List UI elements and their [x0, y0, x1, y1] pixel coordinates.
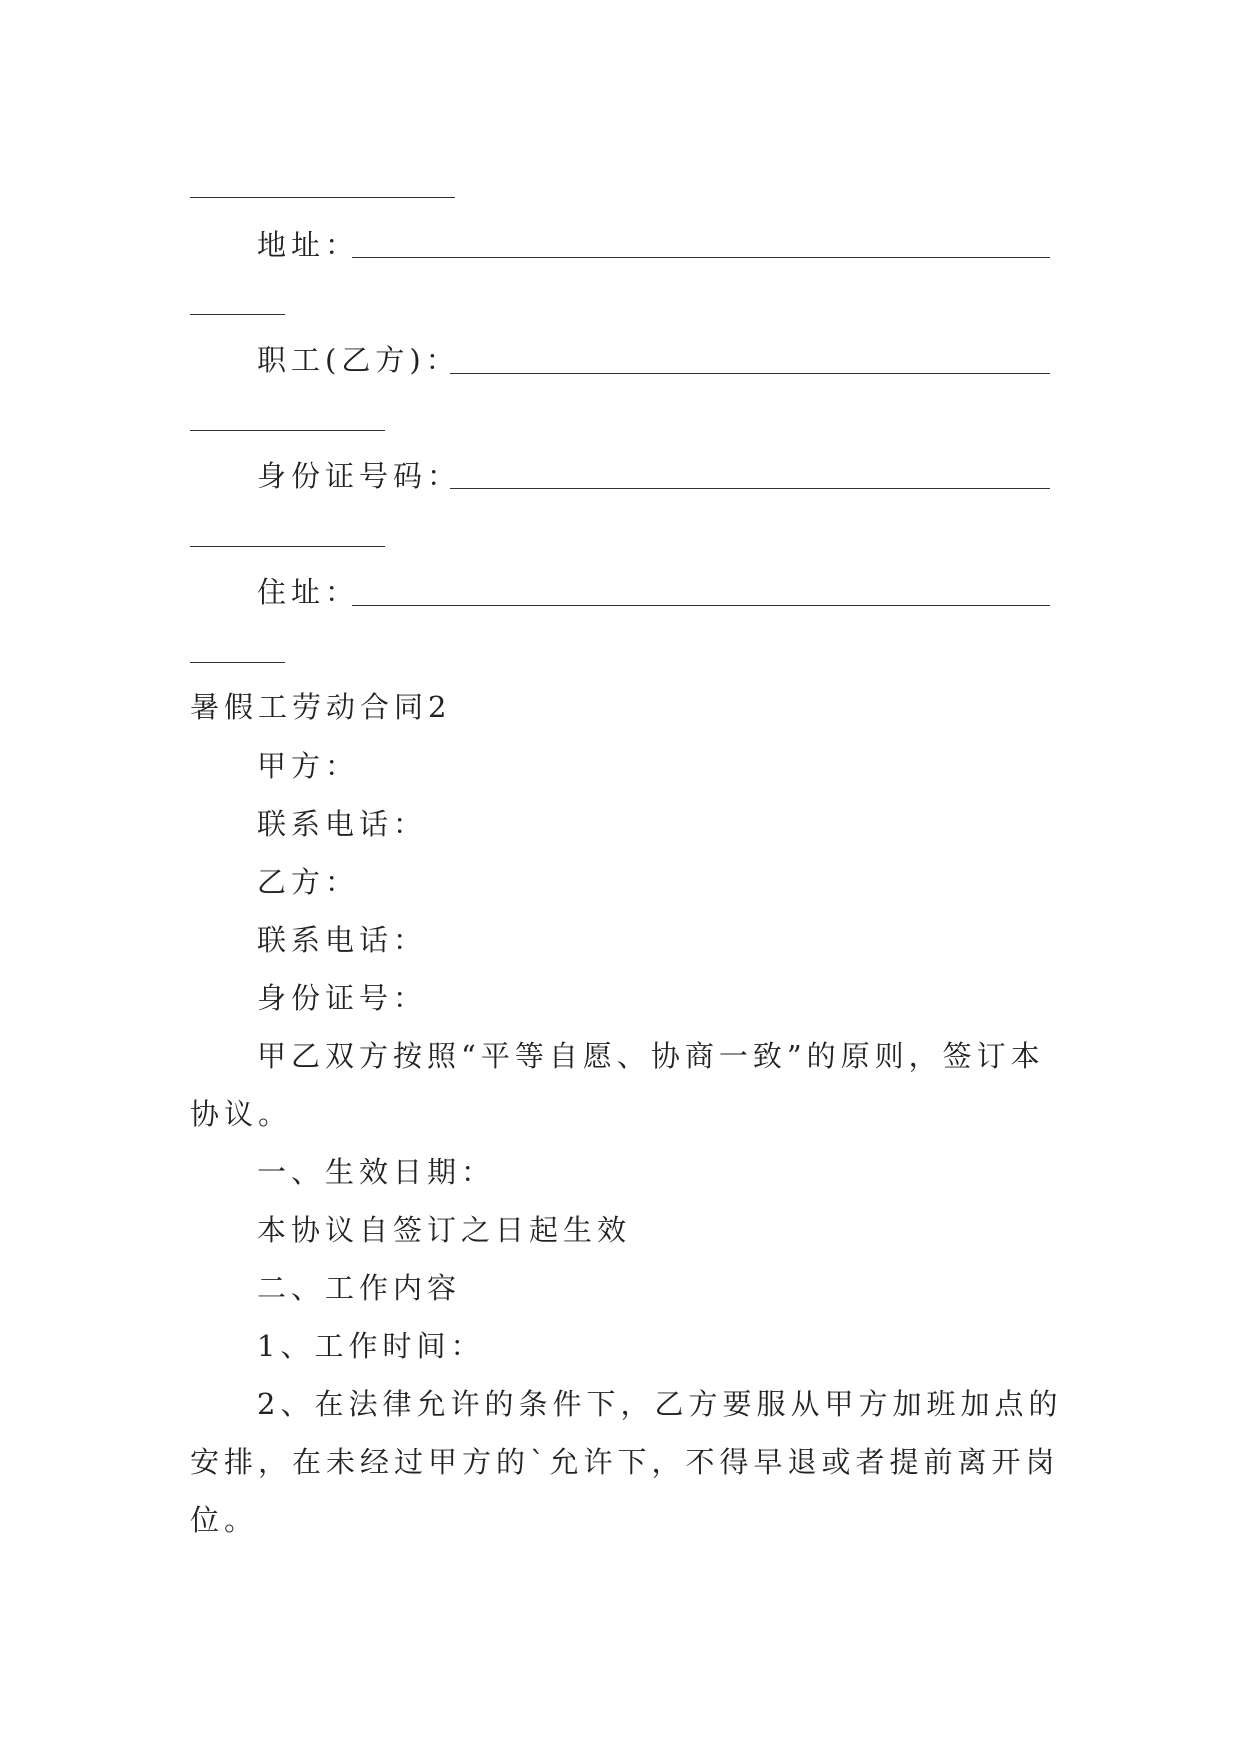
- item1-heading: 一、生效日期：: [257, 1155, 496, 1189]
- item1-text: 本协议自签订之日起生效: [257, 1213, 632, 1247]
- party-a-label: 甲方：: [257, 749, 360, 783]
- address-blank: [352, 257, 1050, 258]
- blank-line: [190, 197, 455, 198]
- item2-point1: 1、工作时间：: [257, 1329, 485, 1363]
- phone-a-label: 联系电话：: [257, 807, 428, 841]
- id-number-blank: [450, 488, 1050, 489]
- item2-point2-line3: 位。: [190, 1503, 259, 1537]
- address-blank-cont: [190, 314, 285, 315]
- residence-blank: [352, 605, 1050, 606]
- id-number-label: 身份证号码：: [257, 459, 462, 493]
- address-label: 地址：: [257, 228, 360, 262]
- item2-point2-line2: 安排，在未经过甲方的`允许下，不得早退或者提前离开岗: [190, 1445, 1060, 1479]
- employee-blank: [450, 373, 1050, 374]
- id-number-blank-cont: [190, 546, 385, 547]
- residence-label: 住址：: [257, 575, 360, 609]
- employee-blank-cont: [190, 430, 385, 431]
- party-b-label: 乙方：: [257, 865, 360, 899]
- intro-paragraph-line1: 甲乙双方按照“平等自愿、协商一致”的原则，签订本: [257, 1039, 1045, 1073]
- section-title: 暑假工劳动合同2: [190, 690, 452, 724]
- item2-point2-line1: 2、在法律允许的条件下，乙方要服从甲方加班加点的: [257, 1387, 1063, 1421]
- id-no-label: 身份证号：: [257, 981, 428, 1015]
- intro-paragraph-line2: 协议。: [190, 1097, 293, 1131]
- residence-blank-cont: [190, 662, 285, 663]
- item2-heading: 二、工作内容: [257, 1271, 462, 1305]
- employee-label: 职工(乙方)：: [257, 343, 460, 377]
- phone-b-label: 联系电话：: [257, 923, 428, 957]
